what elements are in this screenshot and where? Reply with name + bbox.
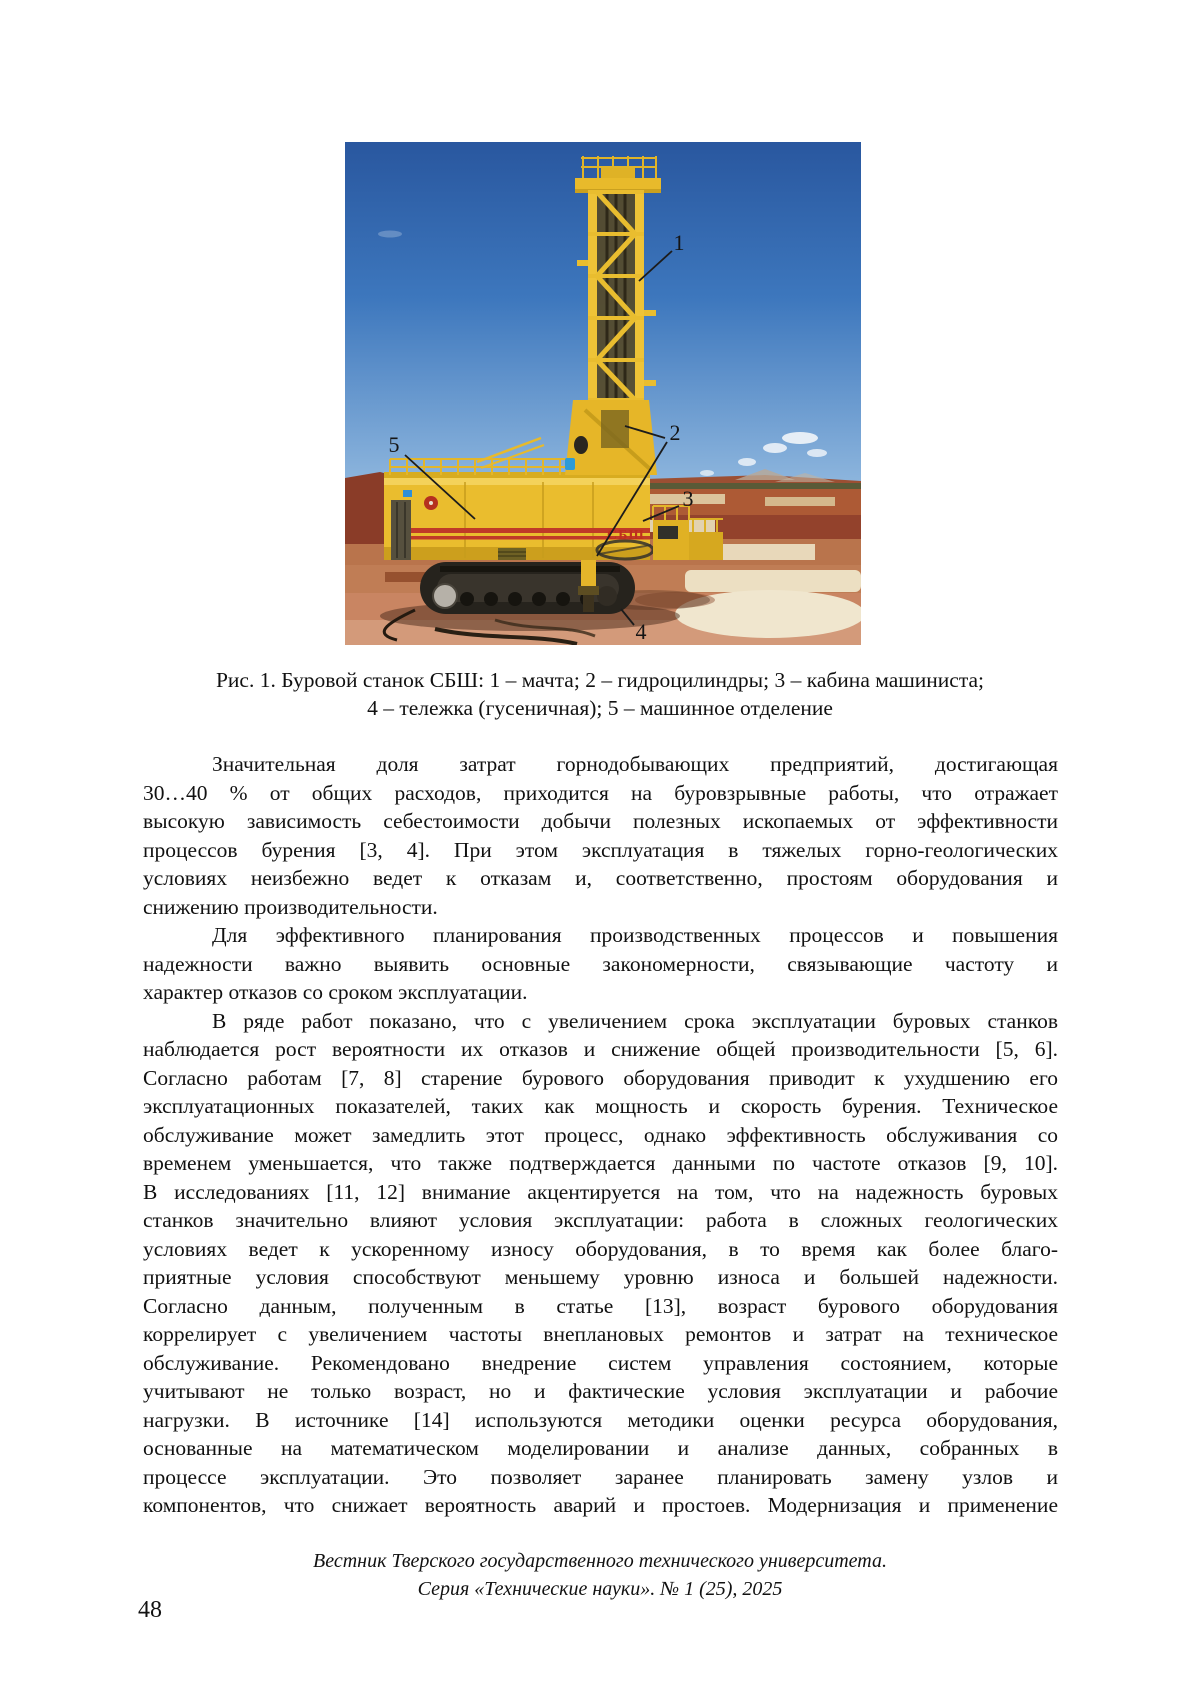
body-text-line: наблюдается рост вероятности их отказов и снижение общей производительности [5, 6]. xyxy=(143,1037,1058,1061)
body-text xyxy=(143,750,1058,1520)
body-text-line: Согласно работам [7, 8] старение бурового оборудования приводит к ухудшению его xyxy=(143,1065,1058,1090)
figure-caption xyxy=(0,666,1200,722)
body-text-line: надежности важно выявить основные закономерности, связывающие частоту и xyxy=(143,951,1058,976)
journal-footer xyxy=(0,1548,1200,1603)
figure-caption-line-2: 4 – тележка (гусеничная); 5 – машинное отделение xyxy=(367,696,833,720)
body-text-line: характер отказов со сроком эксплуатации. xyxy=(143,980,528,1004)
journal-footer-line-2: Серия «Технические науки». № 1 (25), 2025 xyxy=(417,1577,783,1600)
body-text-line: 30…40 % от общих расходов, приходится на буровзрывные работы, что отражает xyxy=(143,780,1058,805)
callout-3: 3 xyxy=(682,486,694,511)
page-number: 48 xyxy=(138,1597,162,1623)
callout-2: 2 xyxy=(669,420,681,445)
body-text-line: нагрузки. В источнике [14] используются методики оценки ресурса оборудования, xyxy=(143,1407,1058,1432)
body-text-line: станков значительно влияют условия эксплуатации: работа в сложных геологических xyxy=(143,1208,1058,1232)
body-text-line: процессов бурения [3, 4]. При этом эксплуатация в тяжелых горно-геологических xyxy=(143,837,1058,862)
body-text-line: обслуживание. Рекомендовано внедрение систем управления состоянием, которые xyxy=(143,1350,1058,1375)
body-text-line: временем уменьшается, что также подтверждается данными по частоте отказов [9, 10]. xyxy=(143,1151,1058,1175)
body-text-line: обслуживание может замедлить этот процесс, однако эффективность обслуживания со xyxy=(143,1122,1058,1147)
callout-4: 4 xyxy=(635,619,647,644)
body-text-line: Для эффективного планирования производственных процессов и повышения xyxy=(212,923,1058,947)
body-text-line: компонентов, что снижает вероятность аварий и простоев. Модернизация и применение xyxy=(143,1493,1058,1517)
figure-caption-line-1: Рис. 1. Буровой станок СБШ: 1 – мачта; 2 – гидроцилиндры; 3 – кабина машиниста; xyxy=(215,668,985,692)
body-text-line: учитывают не только возраст, но и фактические условия эксплуатации и рабочие xyxy=(143,1379,1058,1403)
body-text-line: снижению производительности. xyxy=(143,894,438,919)
body-text-line: условиях ведет к ускоренному износу оборудования, в то время как более благо- xyxy=(143,1236,1058,1261)
body-text-line: эксплуатационных показателей, таких как мощность и скорость бурения. Техническое xyxy=(143,1094,1058,1118)
body-text-line: коррелирует с увеличением частоты внеплановых ремонтов и затрат на техническое xyxy=(143,1322,1058,1346)
body-text-line: приятные условия способствуют меньшему уровню износа и большей надежности. xyxy=(143,1265,1058,1289)
figure-photo xyxy=(345,142,861,645)
body-text-line: В ряде работ показано, что с увеличением срока эксплуатации буровых станков xyxy=(212,1008,1058,1033)
drilling-rig-illustration xyxy=(345,142,861,645)
body-text-line: условиях неизбежно ведет к отказам и, соответственно, простоям оборудования и xyxy=(143,866,1058,890)
body-text-line: процессе эксплуатации. Это позволяет заранее планировать замену узлов и xyxy=(143,1464,1058,1489)
journal-footer-line-1: Вестник Тверского государственного технического университета. xyxy=(313,1550,887,1572)
machine-brand-text: СБШ xyxy=(607,528,645,543)
crawler-tracks xyxy=(420,562,635,614)
body-text-line: Согласно данным, полученным в статье [13], возраст бурового оборудования xyxy=(143,1293,1058,1318)
body-text-line: основанные на математическом моделировании и анализе данных, собранных в xyxy=(143,1436,1058,1460)
body-text-line: высокую зависимость себестоимости добычи полезных ископаемых от эффективности xyxy=(143,809,1058,833)
body-text-line: Значительная доля затрат горнодобывающих предприятий, достигающая xyxy=(212,752,1058,776)
callout-1: 1 xyxy=(673,230,685,255)
callout-5: 5 xyxy=(388,432,400,457)
body-text-line: В исследованиях [11, 12] внимание акцентируется на том, что на надежность буровых xyxy=(143,1179,1058,1204)
